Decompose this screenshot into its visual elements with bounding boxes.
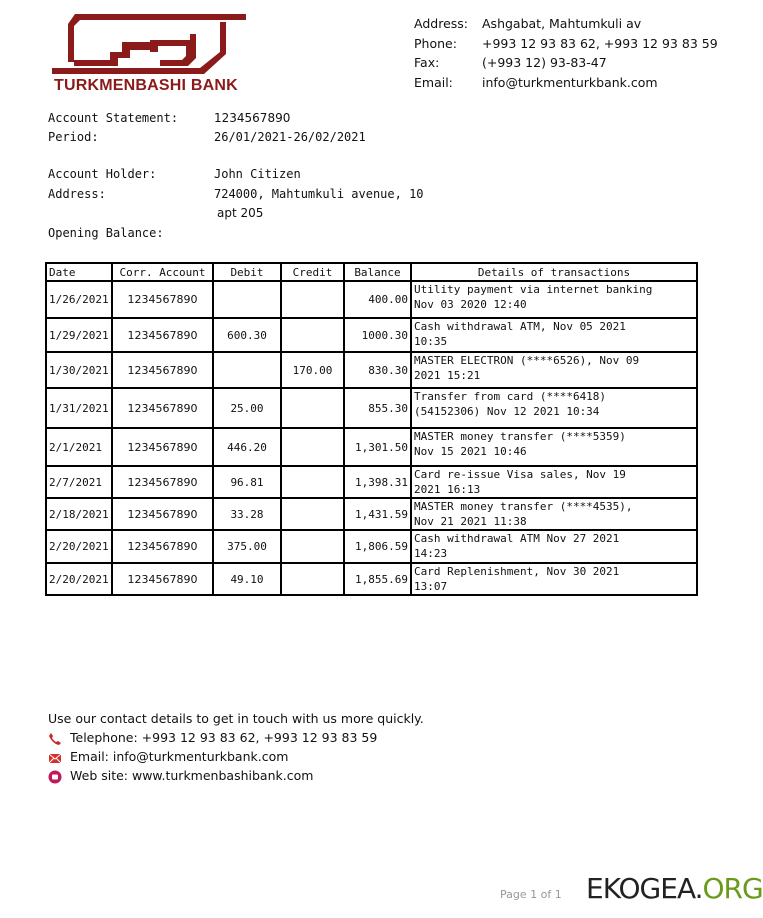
details-line: 2021 16:13 <box>414 483 481 496</box>
cell-details <box>411 428 697 466</box>
address-value: Ashgabat, Mahtumkuli av <box>482 16 642 31</box>
col-credit: Credit <box>281 263 344 281</box>
account-label: Account Statement: <box>48 111 179 125</box>
details-line: Nov 03 2020 12:40 <box>414 298 527 311</box>
cell-date: 1/26/2021 <box>46 281 112 318</box>
details-line: (54152306) Nov 12 2021 10:34 <box>414 405 600 418</box>
table-row <box>46 428 697 466</box>
phone-icon <box>48 732 62 746</box>
cell-details <box>411 352 697 388</box>
table-row <box>46 281 697 318</box>
cell-debit: 33.28 <box>213 498 281 530</box>
cell-debit <box>213 352 281 388</box>
details-line: 2021 15:21 <box>414 369 481 382</box>
fax-label: Fax: <box>414 55 440 70</box>
cell-corr-account: 1234567890 <box>112 498 213 530</box>
details-line: Transfer from card (****6418) <box>414 390 607 403</box>
cell-credit <box>281 563 344 595</box>
cell-corr-account: 1234567890 <box>112 466 213 498</box>
cell-corr-account: 1234567890 <box>112 563 213 595</box>
details-line: Cash withdrawal ATM, Nov 05 2021 <box>414 320 626 333</box>
cell-date: 2/1/2021 <box>46 428 112 466</box>
cell-credit <box>281 281 344 318</box>
col-corr-account: Corr. Account <box>112 263 213 281</box>
cell-details <box>411 466 697 498</box>
cell-balance: 1,855.69 <box>344 563 411 595</box>
cell-date: 2/20/2021 <box>46 530 112 563</box>
cell-corr-account: 1234567890 <box>112 530 213 563</box>
header-contact-values <box>482 14 718 92</box>
address-label-2: Address: <box>48 187 106 201</box>
cell-balance: 1,301.50 <box>344 428 411 466</box>
address-label: Address: <box>414 16 468 31</box>
cell-credit <box>281 318 344 352</box>
footer-intro: Use our contact details to get in touch with us more quickly. <box>48 711 424 726</box>
table-row <box>46 318 697 352</box>
details-line: Card re-issue Visa sales, Nov 19 <box>414 468 626 481</box>
details-line: Card Replenishment, Nov 30 2021 <box>414 565 620 578</box>
cell-details <box>411 281 697 318</box>
cell-balance: 1,431.59 <box>344 498 411 530</box>
period-value: 26/01/2021-26/02/2021 <box>214 130 366 144</box>
cell-debit: 446.20 <box>213 428 281 466</box>
details-line: Nov 21 2021 11:38 <box>414 515 527 528</box>
details-line: 13:07 <box>414 580 448 593</box>
cell-balance: 1000.30 <box>344 318 411 352</box>
bank-name: TURKMENBASHI BANK <box>54 77 238 94</box>
details-line: Utility payment via internet banking <box>414 283 653 296</box>
table-row <box>46 466 697 498</box>
header-contact-labels <box>414 14 468 92</box>
email-label: Email: <box>414 74 453 90</box>
col-debit: Debit <box>213 263 281 281</box>
account-value: 1234567890 <box>214 111 291 125</box>
email-value: info@turkmenturkbank.com <box>482 74 658 90</box>
cell-credit <box>281 530 344 563</box>
col-date: Date <box>46 263 112 281</box>
details-line: 14:23 <box>414 547 448 560</box>
cell-date: 2/18/2021 <box>46 498 112 530</box>
details-line: 10:35 <box>414 335 448 348</box>
page-number: Page 1 of 1 <box>500 888 562 901</box>
details-line: MASTER money transfer (****5359) <box>414 430 626 443</box>
cell-date: 1/31/2021 <box>46 388 112 428</box>
watermark-part2: ORG <box>702 872 763 905</box>
cell-details <box>411 318 697 352</box>
address-line1: 724000, Mahtumkuli avenue, 10 <box>214 187 424 201</box>
cell-details <box>411 388 697 428</box>
cell-balance: 1,398.31 <box>344 466 411 498</box>
cell-balance: 855.30 <box>344 388 411 428</box>
cell-credit: 170.00 <box>281 352 344 388</box>
details-line: MASTER ELECTRON (****6526), Nov 09 <box>414 354 640 367</box>
email-icon <box>48 751 62 765</box>
cell-corr-account: 1234567890 <box>112 388 213 428</box>
cell-credit <box>281 498 344 530</box>
transactions-table <box>45 262 698 596</box>
table-row <box>46 563 697 595</box>
col-details: Details of transactions <box>411 263 697 281</box>
table-row <box>46 530 697 563</box>
footer-telephone <box>48 730 377 746</box>
footer-email <box>48 749 288 765</box>
cell-date: 1/29/2021 <box>46 318 112 352</box>
cell-credit <box>281 388 344 428</box>
details-line: Nov 15 2021 10:46 <box>414 445 527 458</box>
cell-debit: 600.30 <box>213 318 281 352</box>
address-line2: apt 205 <box>217 206 264 220</box>
watermark <box>586 872 763 905</box>
footer-website <box>48 768 313 784</box>
cell-credit <box>281 428 344 466</box>
table-row <box>46 388 697 428</box>
details-line: Cash withdrawal ATM Nov 27 2021 <box>414 532 620 545</box>
cell-corr-account: 1234567890 <box>112 428 213 466</box>
fax-value: (+993 12) 93-83-47 <box>482 55 607 70</box>
holder-value: John Citizen <box>214 167 301 181</box>
cell-balance: 830.30 <box>344 352 411 388</box>
details-line: MASTER money transfer (****4535), <box>414 500 633 513</box>
col-balance: Balance <box>344 263 411 281</box>
cell-corr-account: 1234567890 <box>112 318 213 352</box>
opening-balance-label: Opening Balance: <box>48 226 164 240</box>
website-icon <box>48 770 62 784</box>
cell-details <box>411 530 697 563</box>
telephone-text: Telephone: +993 12 93 83 62, +993 12 93 83 59 <box>70 730 378 745</box>
cell-debit: 96.81 <box>213 466 281 498</box>
bank-logo <box>50 12 250 78</box>
cell-debit: 49.10 <box>213 563 281 595</box>
cell-credit <box>281 466 344 498</box>
cell-balance: 1,806.59 <box>344 530 411 563</box>
cell-balance: 400.00 <box>344 281 411 318</box>
phone-value: +993 12 93 83 62, +993 12 93 83 59 <box>482 35 718 51</box>
cell-date: 2/20/2021 <box>46 563 112 595</box>
website-text: Web site: www.turkmenbashibank.com <box>70 768 314 783</box>
cell-corr-account: 1234567890 <box>112 352 213 388</box>
cell-date: 2/7/2021 <box>46 466 112 498</box>
cell-details <box>411 498 697 530</box>
phone-label: Phone: <box>414 35 457 51</box>
cell-debit: 25.00 <box>213 388 281 428</box>
cell-debit <box>213 281 281 318</box>
period-label: Period: <box>48 130 99 144</box>
cell-corr-account: 1234567890 <box>112 281 213 318</box>
table-row <box>46 352 697 388</box>
table-row <box>46 498 697 530</box>
holder-label: Account Holder: <box>48 167 157 181</box>
watermark-part1: EKOGEA. <box>586 872 703 905</box>
cell-date: 1/30/2021 <box>46 352 112 388</box>
table-header-row <box>46 263 697 281</box>
cell-details <box>411 563 697 595</box>
cell-debit: 375.00 <box>213 530 281 563</box>
email-text: Email: info@turkmenturkbank.com <box>70 749 289 764</box>
